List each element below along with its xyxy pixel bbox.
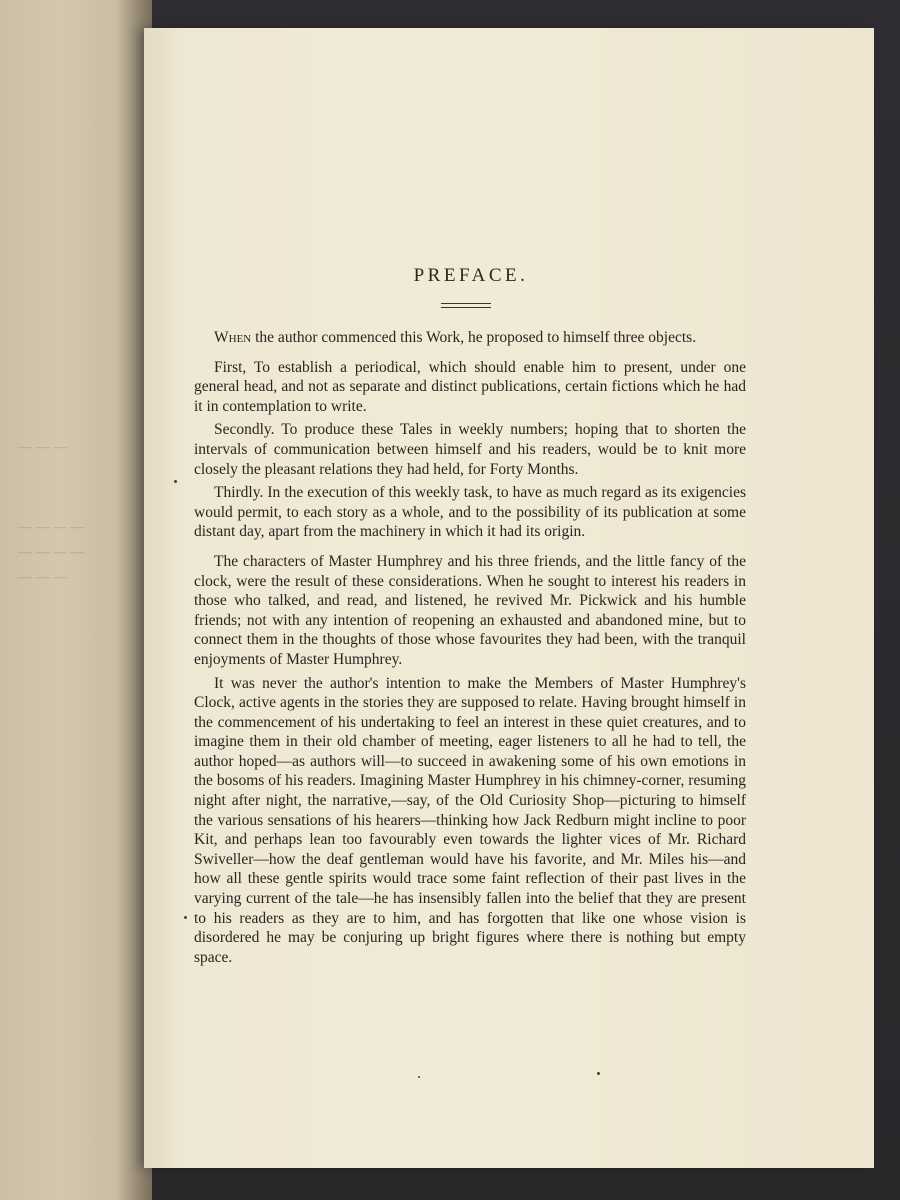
paragraph-secondly: Secondly. To produce these Tales in weekly numbers; hoping that to shorten the intervals of communication between himself and his readers, would be to knit more closely the pleasant relations they had held, for Forty Months. [194, 421, 746, 478]
show-through-text: — — — [18, 440, 67, 455]
paragraph-thirdly: Thirdly. In the execution of this weekly task, to have as much regard as its exigencies would permit, to each story as a whole, and to the possibility of its publication at some distant day, apart from the machinery in which it had its origin. [194, 484, 746, 541]
paragraph-intro [194, 328, 746, 348]
opening-word: When [214, 329, 252, 346]
page-title: PREFACE. [413, 265, 529, 286]
paragraph-first: First, To establish a periodical, which should enable him to present, under one general head, and not as separate and distinct publications, certain fictions which he had it in contemplation to write. [194, 358, 746, 415]
preface-body [194, 328, 746, 967]
paragraph-characters: The characters of Master Humphrey and his three friends, and the little fancy of the clock, were the result of these considerations. When he sought to interest his readers in those who talked, and read, and listened, he revived Mr. Pickwick and his humble friends; not with any intention of reopening an exhausted and abandoned mine, but to connect them in the thoughts of those whose favourites they had been, with the tranquil enjoyments of Master Humphrey. [194, 552, 746, 668]
paragraph-intention: It was never the author's intention to make the Members of Master Humphrey's Clock, active agents in the stories they are supposed to relate. Having brought himself in the commencement of his undertaking to feel an interest in these quiet creatures, and to imagine them in their old chamber of meeting, eager listeners to all he had to tell, the author hoped—as authors will—to succeed in awakening some of his own emotions in the bosoms of his readers. Imagining Master Humphrey in his chimney-corner, resuming night after night, the narrative,—say, of the Old Curiosity Shop—picturing to himself the various sensations of his hearers—thinking how Jack Redburn might incline to poor Kit, and perhaps lean too favourably even towards the lighter vices of Mr. Richard Swiveller—how the deaf gentleman would have his favorite, and Mr. Miles his—and how all these gentle spirits would trace some faint reflection of their past lives in the varying current of the tale—he has insensibly fallen into the belief that they are present to his readers as they are to him, and has forgotten that like one whose vision is disordered he may be conjuring up bright figures where there is nothing but empty space. [194, 674, 746, 966]
show-through-text: — — — [18, 570, 67, 585]
paper-speck [174, 480, 177, 483]
paper-speck [418, 1076, 420, 1078]
paper-speck [597, 1072, 600, 1075]
show-through-text: — — — — [18, 545, 85, 560]
show-through-text: — — — — [18, 520, 85, 535]
paper-speck [184, 916, 187, 919]
title-double-rule [441, 303, 491, 308]
paragraph-text: the author commenced this Work, he proposed to himself three objects. [251, 329, 697, 346]
